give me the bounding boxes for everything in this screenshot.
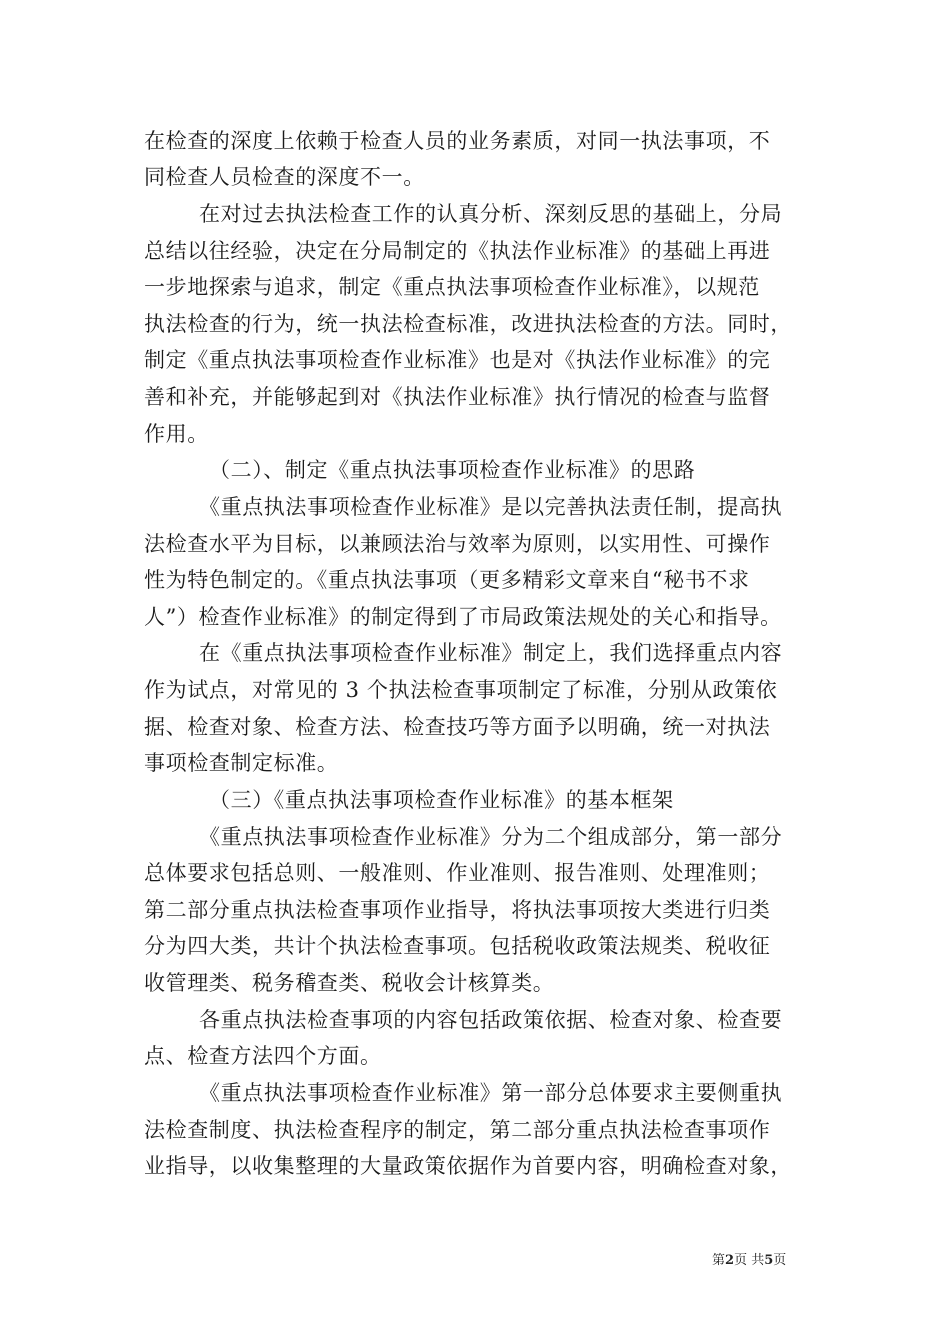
text-line: 总结以往经验，决定在分局制定的《执法作业标准》的基础上再进 [144, 239, 771, 263]
footer-prefix: 第 [712, 1253, 726, 1268]
text-line: 《重点执法事项检查作业标准》第一部分总体要求主要侧重执 [199, 1081, 783, 1105]
page-footer [712, 1249, 786, 1268]
text-line: 一步地探索与追求，制定《重点执法事项检查作业标准》，以规范 [144, 275, 760, 299]
text-line: 据、检查对象、检查方法、检查技巧等方面予以明确，统一对执法 [144, 715, 771, 739]
text-line: 性为特色制定的。《重点执法事项（更多精彩文章来自“秘书不求 [144, 568, 750, 592]
text-line: 作用。 [144, 422, 209, 446]
text-line: 在对过去执法检查工作的认真分析、深刻反思的基础上，分局 [199, 202, 783, 226]
footer-suffix: 页 [773, 1253, 787, 1268]
text-line: 法检查制度、执法检查程序的制定，第二部分重点执法检查事项作 [144, 1118, 771, 1142]
page-total: 5 [764, 1253, 774, 1268]
text-line: 收管理类、税务稽查类、税收会计核算类。 [144, 971, 555, 995]
text-line: 《重点执法事项检查作业标准》是以完善执法责任制，提高执 [199, 495, 783, 519]
text-line: 制定《重点执法事项检查作业标准》也是对《执法作业标准》的完 [144, 348, 771, 372]
footer-middle: 页 共 [734, 1253, 765, 1268]
section-heading: （三）《重点执法事项检查作业标准》的基本框架 [209, 788, 674, 812]
text-line: 执法检查的行为，统一执法检查标准，改进执法检查的方法。同时， [144, 312, 792, 336]
section-heading: （二）、制定《重点执法事项检查作业标准》的思路 [209, 458, 696, 482]
text-line: 总体要求包括总则、一般准则、作业准则、报告准则、处理准则； [144, 861, 771, 885]
text-line: 善和补充，并能够起到对《执法作业标准》执行情况的检查与监督 [144, 385, 771, 409]
text-line: 事项检查制定标准。 [144, 751, 339, 775]
text-line: 分为四大类，共计个执法检查事项。包括税收政策法规类、税收征 [144, 934, 771, 958]
text-line: 在《重点执法事项检查作业标准》制定上，我们选择重点内容 [199, 641, 783, 665]
text-line: 在检查的深度上依赖于检查人员的业务素质，对同一执法事项，不 [144, 129, 771, 153]
text-line: 作为试点，对常见的 3 个执法检查事项制定了标准，分别从政策依 [144, 678, 778, 702]
text-line: 《重点执法事项检查作业标准》分为二个组成部分，第一部分 [199, 825, 783, 849]
text-line: 各重点执法检查事项的内容包括政策依据、检查对象、检查要 [199, 1008, 783, 1032]
text-line: 点、检查方法四个方面。 [144, 1044, 382, 1068]
text-line: 第二部分重点执法检查事项作业指导，将执法事项按大类进行归类 [144, 898, 771, 922]
page-number: 2 [725, 1253, 735, 1268]
text-line: 同检查人员检查的深度不一。 [144, 165, 425, 189]
text-line: 人”）检查作业标准》的制定得到了市局政策法规处的关心和指导。 [144, 605, 782, 629]
text-line: 业指导，以收集整理的大量政策依据作为首要内容，明确检查对象， [144, 1154, 792, 1178]
text-line: 法检查水平为目标，以兼顾法治与效率为原则，以实用性、可操作 [144, 532, 771, 556]
